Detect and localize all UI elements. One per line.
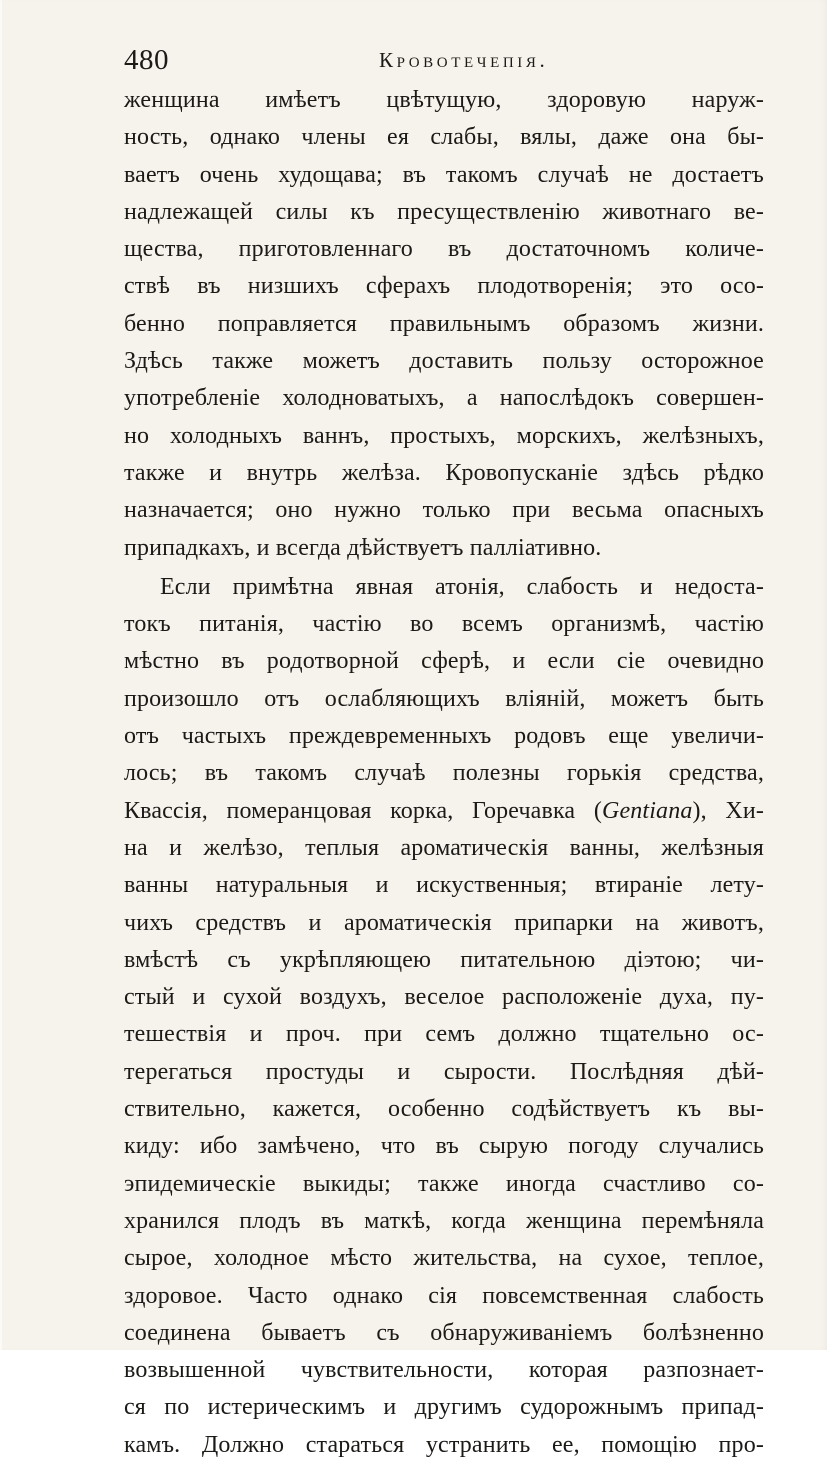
text-line: назначается; оно нужно только при весьма опасныхъ (124, 497, 764, 524)
text-line: терегаться простуды и сырости. Послѣдняя дѣй- (124, 1058, 764, 1085)
text-line: токъ питанія, частію во всемъ организмѣ, частію (124, 611, 764, 638)
text-line: вмѣстѣ съ укрѣпляющею питательною діэтою; чи- (124, 946, 764, 973)
text-line: лось; въ такомъ случаѣ полезны горькія средства, (124, 760, 764, 787)
text-line: возвышенной чувствительности, которая разпознает- (124, 1357, 764, 1384)
text-line: отъ частыхъ преждевременныхъ родовъ еще увеличи- (124, 723, 764, 750)
text-line: ность, однако члены ея слабы, вялы, даже она бы- (124, 124, 764, 151)
text-line: соединена бываетъ съ обнаруживаніемъ болѣзненно (124, 1319, 764, 1346)
latin-term: Gentiana (601, 797, 693, 824)
text-line: щества, приготовленнаго въ достаточномъ количе- (124, 236, 764, 263)
text-line: произошло отъ ослабляющихъ вліяній, можетъ быть (124, 685, 764, 712)
text-line: ся по истерическимъ и другимъ судорожнымъ припад- (124, 1394, 764, 1421)
text-line: тешествія и проч. при семъ должно тщательно ос- (124, 1021, 764, 1048)
page-number: 480 (124, 44, 169, 76)
text-line: ствительно, кажется, особенно содѣйствуетъ къ вы- (124, 1096, 764, 1123)
running-head (124, 40, 764, 80)
text-line: киду: ибо замѣчено, что въ сырую погоду случались (124, 1133, 764, 1160)
text-line: Квассія, померанцовая корка, Горечавка (Gentiana), Хи- (124, 797, 765, 824)
text-line: ствѣ въ низшихъ сферахъ плодотворенія; это осо- (124, 273, 764, 300)
text-line: надлежащей силы къ пресуществленію животнаго ве- (124, 198, 764, 225)
text-line: бенно поправляется правильнымъ образомъ жизни. (124, 310, 764, 337)
text-line: но холодныхъ ваннъ, простыхъ, морскихъ, желѣзныхъ, (124, 422, 764, 449)
text-line: хранился плодъ въ маткѣ, когда женщина перемѣняла (124, 1207, 764, 1234)
text-line: здоровое. Часто однако сія повсемственная слабость (124, 1282, 764, 1309)
text-line: стый и сухой воздухъ, веселое расположеніе духа, пу- (124, 984, 764, 1011)
text-line: камъ. Должно стараться устранить ее, помощію про- (124, 1431, 764, 1458)
text-line: женщина имѣетъ цвѣтущую, здоровую наруж- (124, 87, 764, 113)
paragraph-start-line: Если примѣтна явная атонія, слабость и недоста- (160, 573, 764, 600)
body-text (124, 82, 764, 1464)
text-line: сырое, холодное мѣсто жительства, на сухое, теплое, (124, 1245, 764, 1272)
text-line: ваетъ очень худощава; въ такомъ случаѣ не достаетъ (124, 161, 764, 188)
paragraph-end-line: припадкахъ, и всегда дѣйствуетъ палліативно. (124, 534, 602, 561)
text-line: эпидемическіе выкиды; также иногда счастливо со- (124, 1170, 764, 1197)
text-line: ванны натуральныя и искуственныя; втираніе лету- (124, 872, 764, 899)
running-title: Кровотечепія. (379, 48, 549, 72)
text-line: мѣстно въ родотворной сферѣ, и если сіе очевидно (124, 648, 764, 675)
text-line: употребленіе холодноватыхъ, а напослѣдокъ совершен- (124, 385, 764, 412)
text-line: также и внутрь желѣза. Кровопусканіе здѣсь рѣдко (124, 459, 764, 486)
text-line: чихъ средствъ и ароматическія припарки на животъ, (124, 909, 764, 936)
text-line: Здѣсь также можетъ доставить пользу осторожное (124, 348, 764, 375)
text-line: на и желѣзо, теплыя ароматическія ванны, желѣзныя (124, 834, 764, 861)
